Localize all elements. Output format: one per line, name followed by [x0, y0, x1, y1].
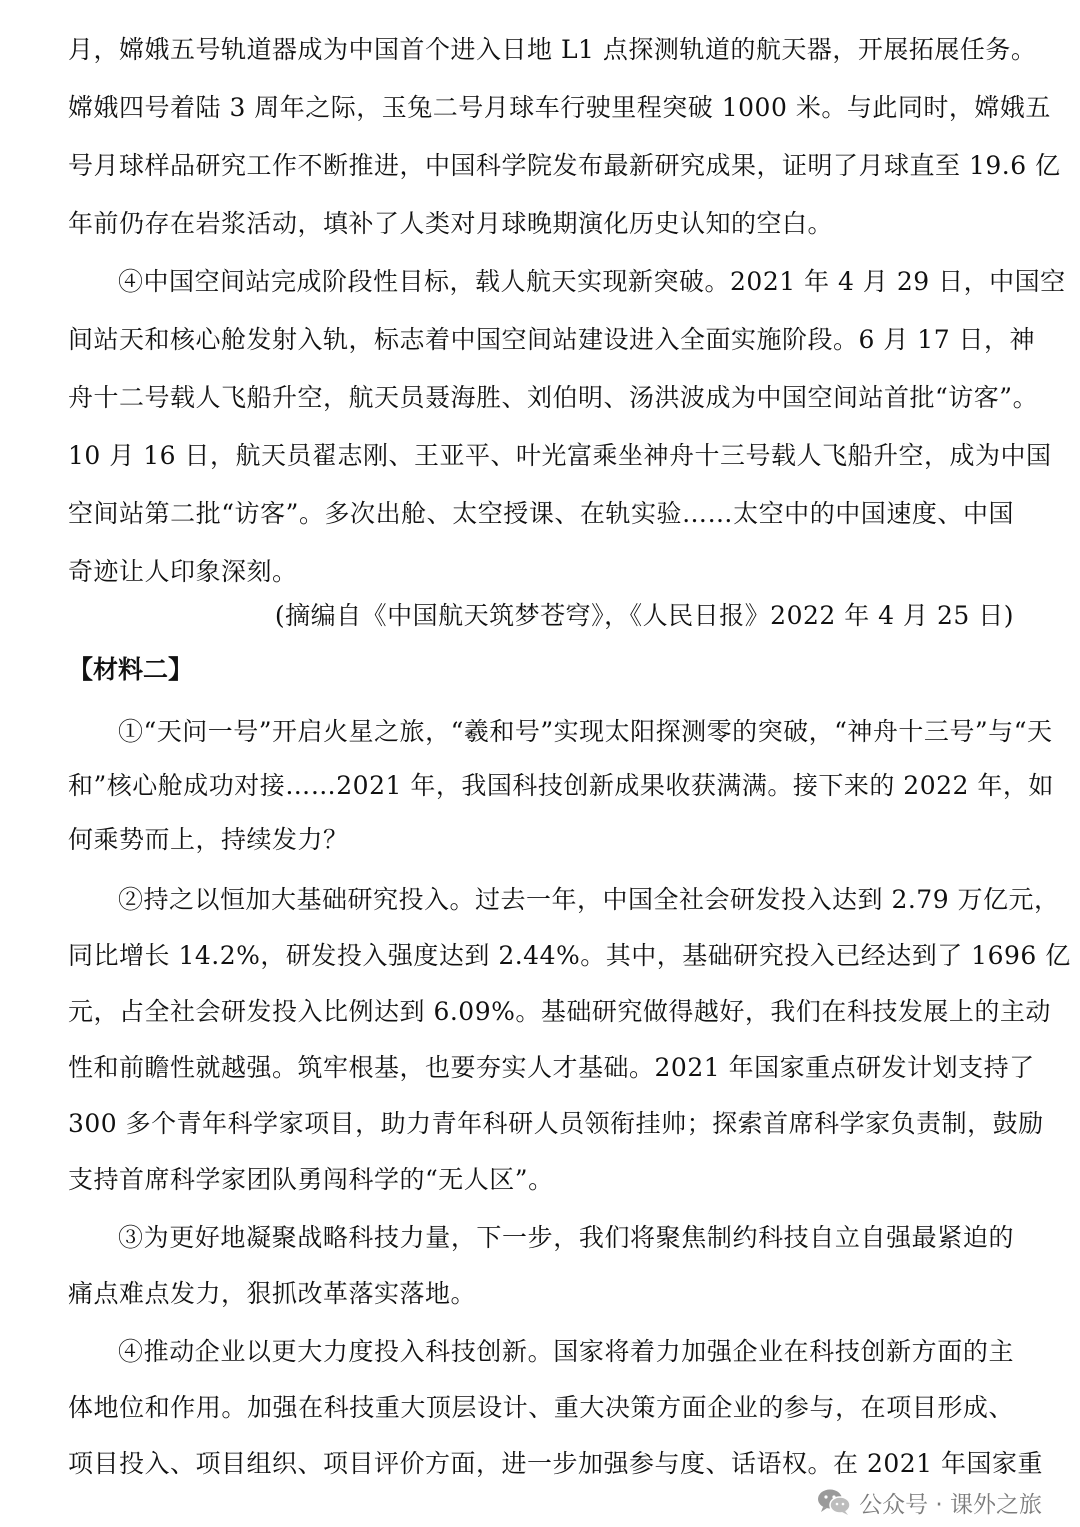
- text-line: 300 多个青年科学家项目，助力青年科研人员领衔挂帅；探索首席科学家负责制，鼓励: [68, 1109, 1044, 1138]
- text-line: 同比增长 14.2%，研发投入强度达到 2.44%。其中，基础研究投入已经达到了 1696 亿: [68, 941, 1071, 970]
- text-line: 和”核心舱成功对接……2021 年，我国科技创新成果收获满满。接下来的 2022 年，如: [68, 771, 1054, 800]
- text-line: 项目投入、项目组织、项目评价方面，进一步加强参与度、话语权。在 2021 年国家重: [68, 1449, 1044, 1478]
- section-heading: 【材料二】: [68, 655, 194, 684]
- paragraph-start-line: ③为更好地凝聚战略科技力量，下一步，我们将聚焦制约科技自立自强最紧迫的: [118, 1223, 1014, 1252]
- text-line: 痛点难点发力，狠抓改革落实落地。: [68, 1279, 477, 1308]
- paragraph-start-line: ①“天问一号”开启火星之旅，“羲和号”实现太阳探测零的突破，“神舟十三号”与“天: [118, 717, 1053, 746]
- text-line: 性和前瞻性就越强。筑牢根基，也要夯实人才基础。2021 年国家重点研发计划支持了: [68, 1053, 1035, 1082]
- paragraph-start-line: ②持之以恒加大基础研究投入。过去一年，中国全社会研发投入达到 2.79 万亿元，: [118, 885, 1060, 914]
- text-line: 号月球样品研究工作不断推进，中国科学院发布最新研究成果，证明了月球直至 19.6 亿: [68, 151, 1061, 180]
- wechat-icon: [817, 1488, 851, 1516]
- paragraph-start-line: ④推动企业以更大力度投入科技创新。国家将着力加强企业在科技创新方面的主: [118, 1337, 1014, 1366]
- text-line: 间站天和核心舱发射入轨，标志着中国空间站建设进入全面实施阶段。6 月 17 日，神: [68, 325, 1036, 354]
- text-line: 嫦娥四号着陆 3 周年之际，玉兔二号月球车行驶里程突破 1000 米。与此同时，嫦娥五: [68, 93, 1051, 122]
- wechat-watermark: [813, 1482, 1046, 1522]
- text-line: 舟十二号载人飞船升空，航天员聂海胜、刘伯明、汤洪波成为中国空间站首批“访客”。: [68, 383, 1039, 412]
- watermark-text: 公众号 · 课外之旅: [859, 1491, 1042, 1518]
- text-line: 月，嫦娥五号轨道器成为中国首个进入日地 L1 点探测轨道的航天器，开展拓展任务。: [68, 35, 1037, 64]
- text-line: 何乘势而上，持续发力？: [68, 825, 349, 854]
- paragraph-start-line: ④中国空间站完成阶段性目标，载人航天实现新突破。2021 年 4 月 29 日，中国空: [118, 267, 1066, 296]
- text-line: 空间站第二批“访客”。多次出舱、太空授课、在轨实验……太空中的中国速度、中国: [68, 499, 1014, 528]
- text-line: 10 月 16 日，航天员翟志刚、王亚平、叶光富乘坐神舟十三号载人飞船升空，成为中国: [68, 441, 1052, 470]
- source-citation: (摘编自《中国航天筑梦苍穹》，《人民日报》2022 年 4 月 25 日): [274, 601, 1014, 630]
- text-line: 年前仍存在岩浆活动，填补了人类对月球晚期演化历史认知的空白。: [68, 209, 834, 238]
- text-line: 支持首席科学家团队勇闯科学的“无人区”。: [68, 1165, 554, 1194]
- text-line: 奇迹让人印象深刻。: [68, 557, 298, 586]
- text-line: 体地位和作用。加强在科技重大顶层设计、重大决策方面企业的参与，在项目形成、: [68, 1393, 1014, 1422]
- text-line: 元，占全社会研发投入比例达到 6.09%。基础研究做得越好，我们在科技发展上的主动: [68, 997, 1051, 1026]
